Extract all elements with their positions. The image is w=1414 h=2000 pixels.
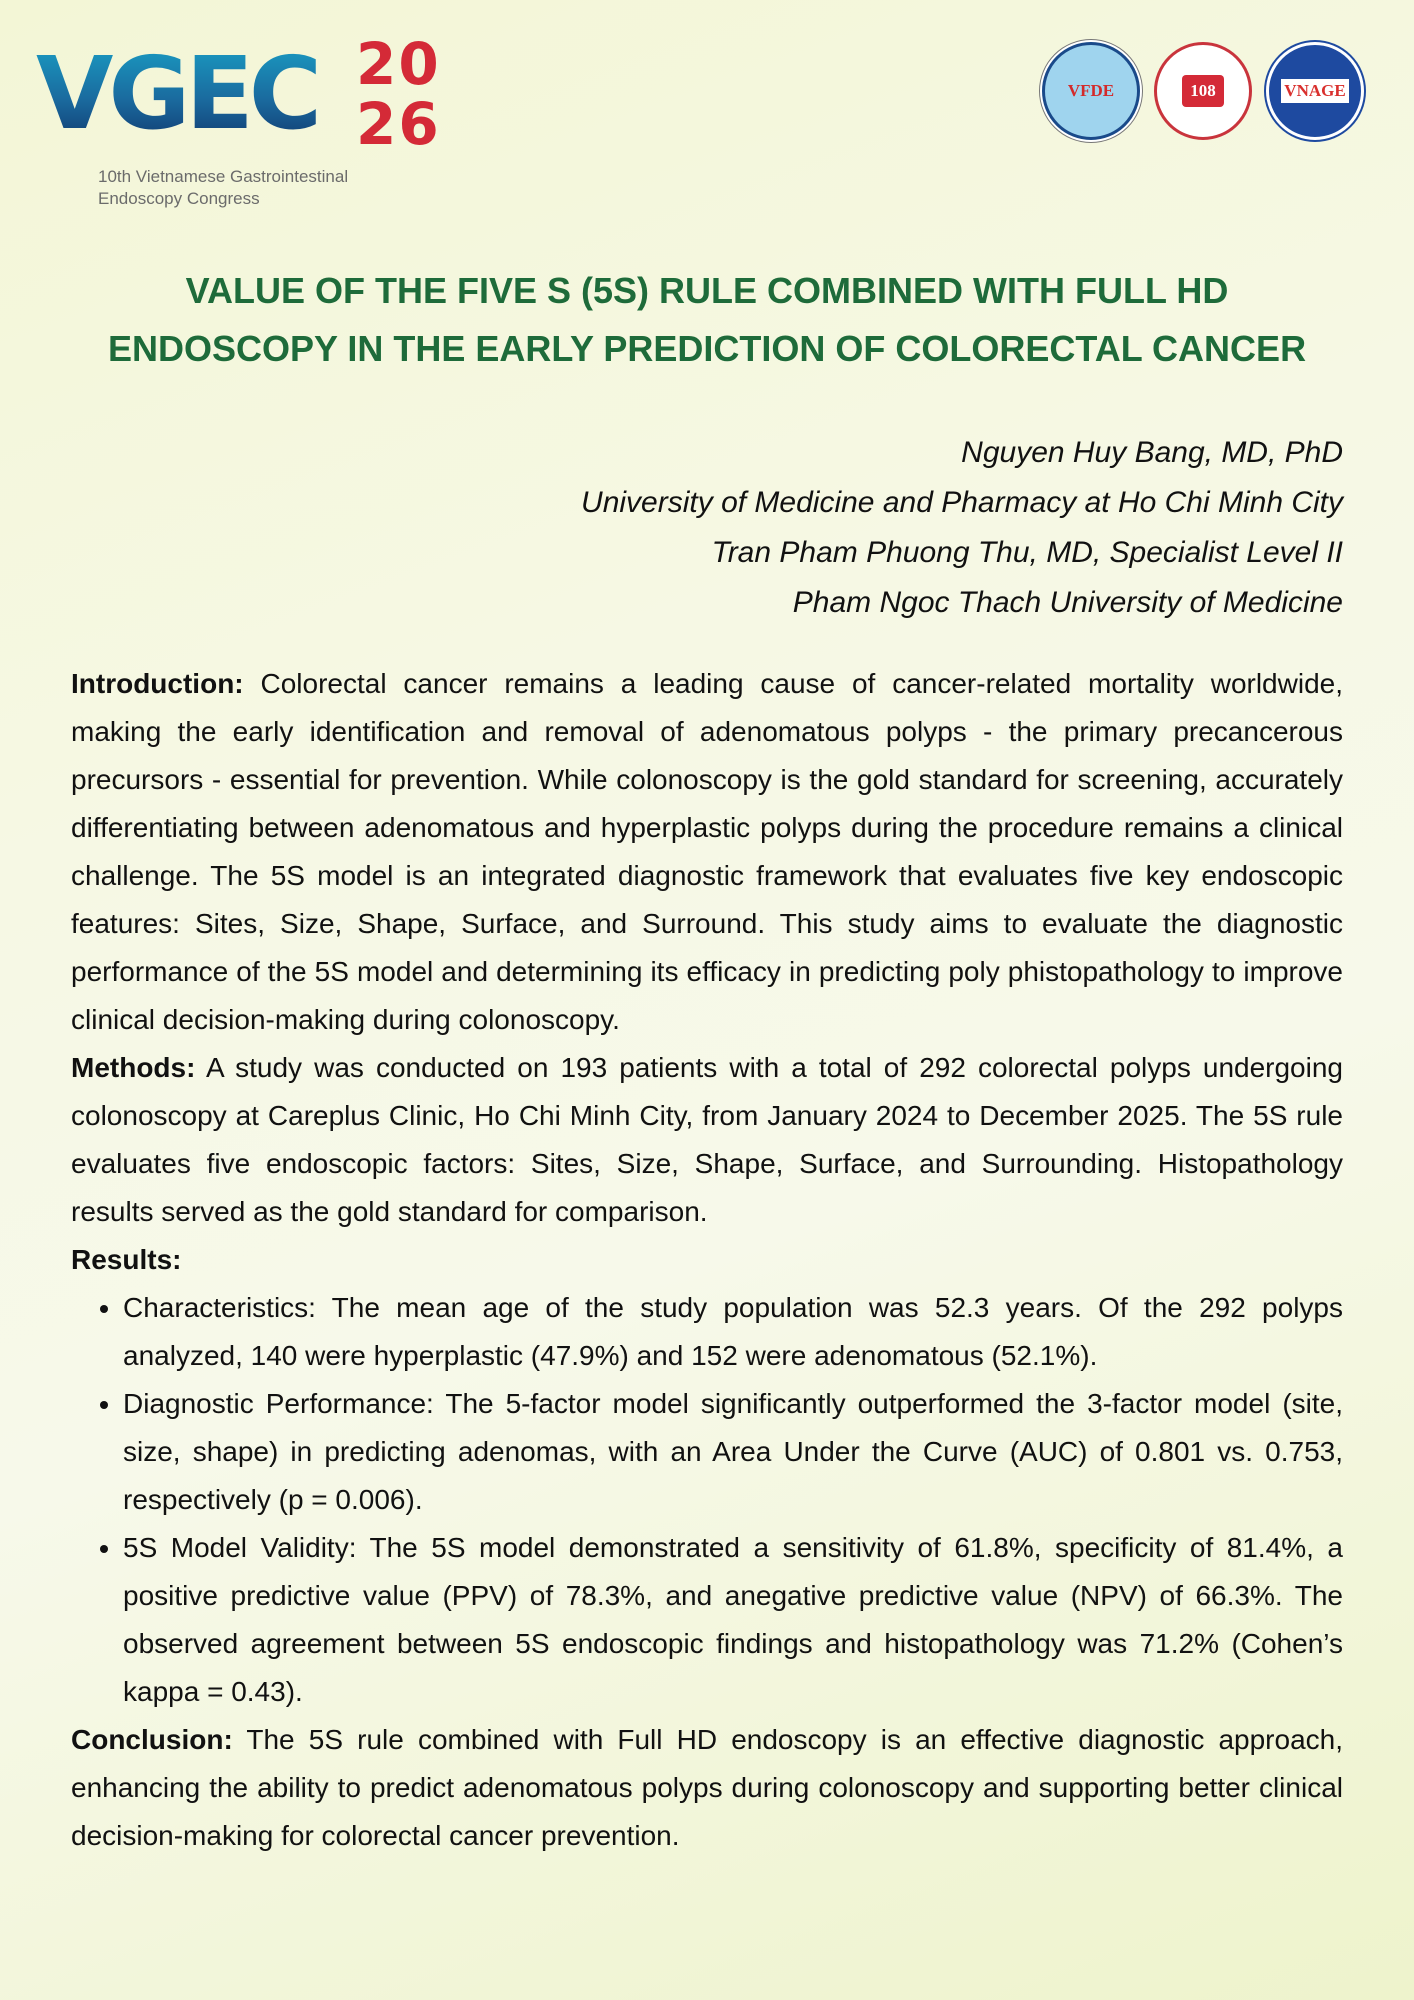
methods-section	[71, 1044, 1343, 1236]
introduction-section	[71, 660, 1343, 1044]
poster-title	[0, 262, 1414, 378]
result-item: • 5S Model Validity: The 5S model demonstrated a sensitivity of 61.8%, specificity of 81.4%, a positive predictive value (PPV) of 78.3%, and anegative predictive value (NPV) of 66.3%. The observed agreement between 5S endoscopic findings and histopathology was 71.2% (Cohen’s kappa = 0.43).	[123, 1524, 1343, 1716]
conclusion-label: Conclusion:	[71, 1724, 233, 1755]
introduction-text: Colorectal cancer remains a leading cause of cancer-related mortality worldwide, making the early identification and removal of adenomatous polyps - the primary precancerous precursors - essential for prevention. While colonoscopy is the gold standard for screening, accurately differentiating between adenomatous and hyperplastic polyps during the procedure remains a clinical challenge. The 5S model is an integrated diagnostic framework that evaluates five key endoscopic features: Sites, Size, Shape, Surface, and Surround. This study aims to evaluate the diagnostic performance of the 5S model and determining its efficacy in predicting poly phistopathology to improve clinical decision-making during colonoscopy.	[71, 668, 1343, 1035]
author-2: Tran Pham Phuong Thu, MD, Specialist Level II	[711, 536, 1343, 569]
title-line-2: ENDOSCOPY IN THE EARLY PREDICTION OF COLORECTAL CANCER	[107, 328, 1307, 369]
affiliation-2: Pham Ngoc Thach University of Medicine	[792, 586, 1343, 619]
results-section	[71, 1236, 1343, 1284]
introduction-label: Introduction:	[71, 668, 244, 699]
partner-logos	[1042, 42, 1364, 140]
methods-label: Methods:	[71, 1052, 196, 1083]
logo-year-top: 20	[356, 30, 441, 98]
logo-year-bottom: 26	[356, 90, 441, 158]
logo-subtitle-line2: Endoscopy Congress	[98, 189, 260, 208]
methods-text: A study was conducted on 193 patients with a total of 292 colorectal polyps undergoing colonoscopy at Careplus Clinic, Ho Chi Minh City, from January 2024 to December 2025. The 5S rule evaluates five endoscopic factors: Sites, Size, Shape, Surface, and Surrounding. Histopathology results served as the gold standard for comparison.	[71, 1052, 1343, 1227]
title-line-1: VALUE OF THE FIVE S (5S) RULE COMBINED WITH FULL HD	[185, 270, 1229, 311]
results-label: Results:	[71, 1244, 182, 1275]
affiliation-1: University of Medicine and Pharmacy at Ho Chi Minh City	[581, 486, 1343, 519]
vfde-logo-text: VFDE	[1067, 81, 1115, 100]
hospital-logo-text: 108	[1182, 75, 1224, 107]
authors-block	[581, 428, 1343, 628]
result-item: • Characteristics: The mean age of the study population was 52.3 years. Of the 292 polyps analyzed, 140 were hyperplastic (47.9%) and 152 were adenomatous (52.1%).	[123, 1284, 1343, 1380]
vfde-logo	[1042, 42, 1140, 140]
results-list	[71, 1284, 1343, 1716]
vnage-logo	[1266, 42, 1364, 140]
vgec-logo	[36, 30, 456, 224]
logo-wordmark: VGEC	[36, 35, 318, 152]
conclusion-section	[71, 1716, 1343, 1860]
logo-subtitle-line1: 10th Vietnamese Gastrointestinal	[98, 167, 349, 186]
abstract-body	[71, 660, 1343, 1860]
logo-year	[356, 30, 441, 158]
logo-subtitle	[98, 166, 348, 210]
author-1: Nguyen Huy Bang, MD, PhD	[961, 436, 1343, 469]
result-item: • Diagnostic Performance: The 5-factor model significantly outperformed the 3-factor model (site, size, shape) in predicting adenomas, with an Area Under the Curve (AUC) of 0.801 vs. 0.753, respectively (p = 0.006).	[123, 1380, 1343, 1524]
conclusion-text: The 5S rule combined with Full HD endoscopy is an effective diagnostic approach, enhancing the ability to predict adenomatous polyps during colonoscopy and supporting better clinical decision-making for colorectal cancer prevention.	[71, 1724, 1343, 1851]
vnage-logo-text: VNAGE	[1281, 79, 1348, 103]
military-hospital-108-logo	[1154, 42, 1252, 140]
